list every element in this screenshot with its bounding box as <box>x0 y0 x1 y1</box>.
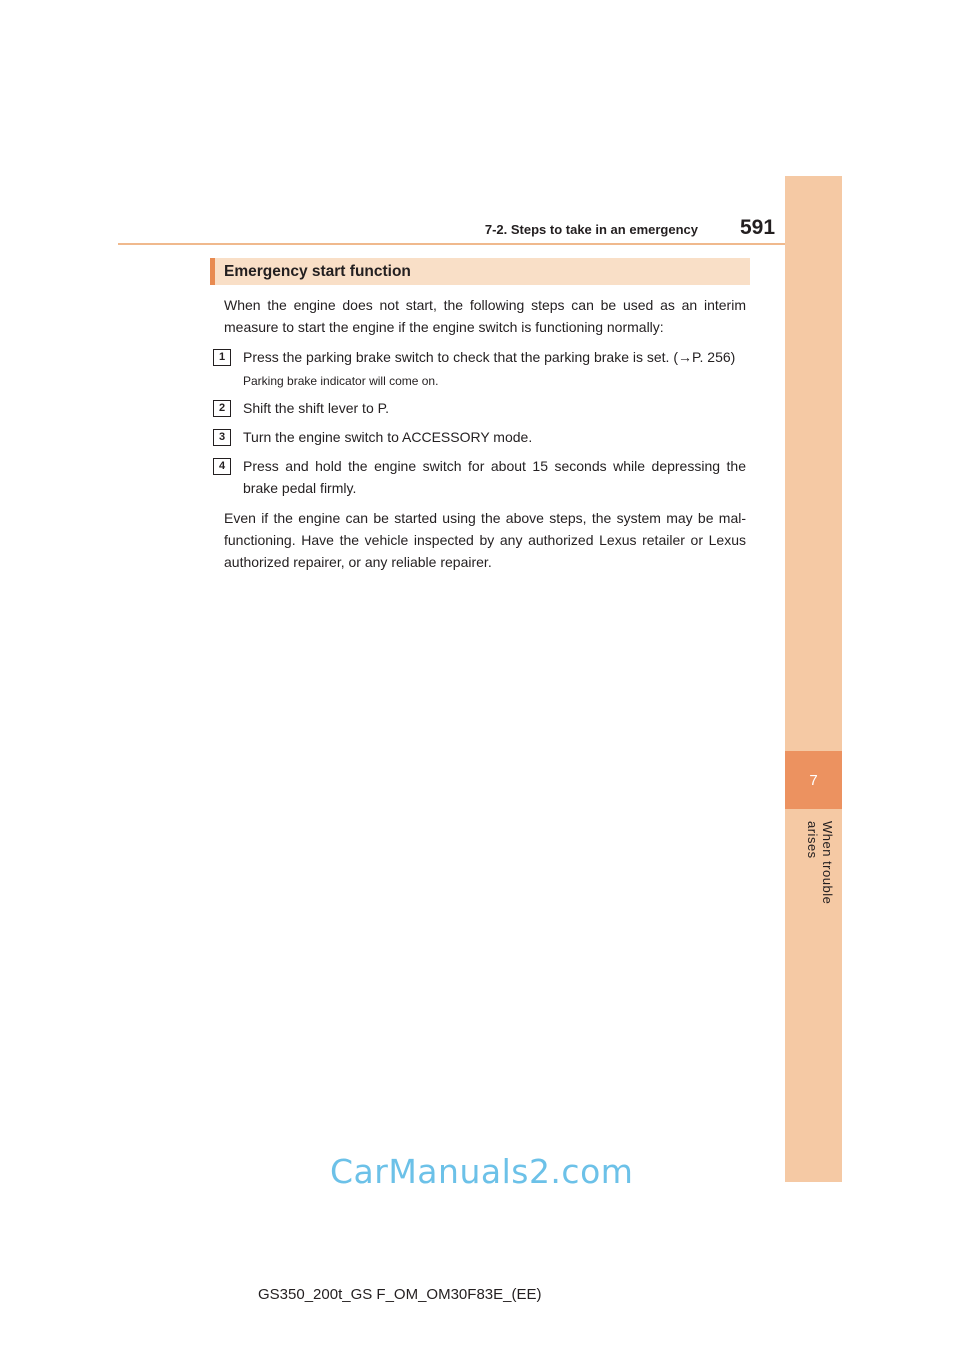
step-item <box>218 426 746 448</box>
step-item <box>218 455 746 499</box>
step-item <box>218 346 746 390</box>
closing-paragraph: Even if the engine can be started using the above steps, the system may be mal-functioning. Have the vehicle inspected by any authorized Lexus retailer or Lexus authorized repairer, or any reliable repairer. <box>224 510 746 570</box>
chapter-title: When trouble arises <box>805 821 835 905</box>
step-text: Press and hold the engine switch for about 15 seconds while depressing the brake pedal firmly. <box>243 458 746 496</box>
header-section-title: 7-2. Steps to take in an emergency <box>484 222 698 237</box>
section-body <box>218 294 746 573</box>
step-note: Parking brake indicator will come on. <box>243 374 439 388</box>
watermark: CarManuals2.com <box>330 1152 634 1191</box>
step-number-badge: 3 <box>213 429 231 446</box>
step-number-badge: 4 <box>213 458 231 475</box>
chapter-side-tab <box>785 176 842 1182</box>
step-number-badge: 2 <box>213 400 231 417</box>
header-rule <box>118 243 842 245</box>
step-item <box>218 397 746 419</box>
section-heading: Emergency start function <box>210 258 750 285</box>
step-text: Shift the shift lever to P. <box>243 400 390 416</box>
intro-paragraph: When the engine does not start, the following steps can be used as an interim measure to start the engine if the engine switch is functioning normally: <box>224 297 746 335</box>
step-text: Press the parking brake switch to check that the parking brake is set. (→P. 256) <box>243 349 736 365</box>
step-text: Turn the engine switch to ACCESSORY mode. <box>243 429 533 445</box>
step-number-badge: 1 <box>213 349 231 366</box>
page-number: 591 <box>740 216 776 239</box>
document-code-footer: GS350_200t_GS F_OM_OM30F83E_(EE) <box>258 1286 542 1303</box>
chapter-number: 7 <box>785 751 842 809</box>
